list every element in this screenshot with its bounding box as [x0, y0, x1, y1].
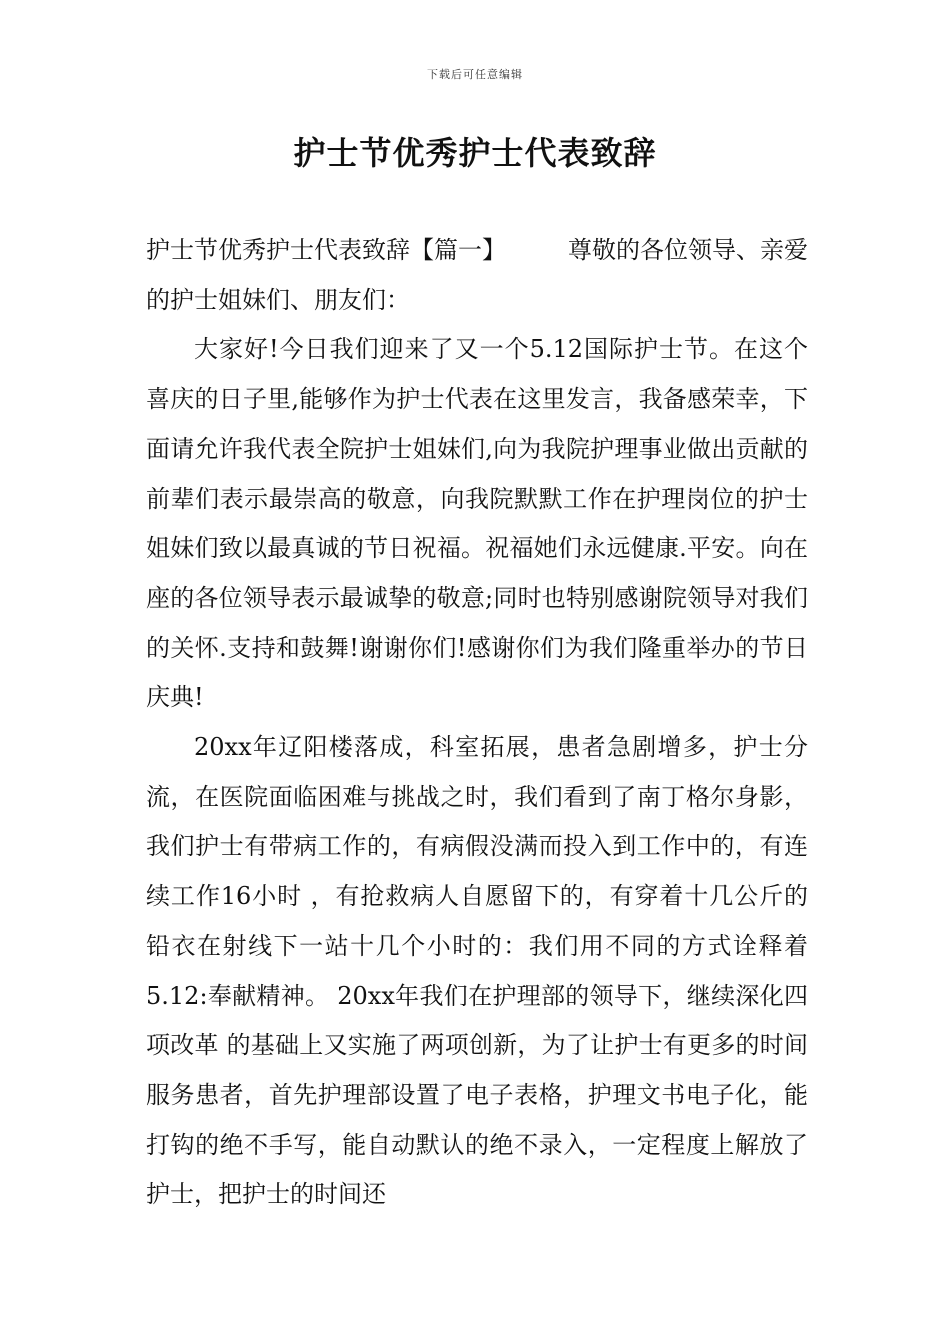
- document-title: 护士节优秀护士代表致辞: [293, 134, 657, 172]
- intro-paragraph: [146, 226, 808, 325]
- greeting: 尊敬的各位领导、亲爱的护士姐妹们、朋友们：: [146, 236, 808, 314]
- document-body: [146, 226, 808, 1220]
- header-note: 下载后可任意编辑: [427, 68, 523, 81]
- paragraph-1: 大家好!今日我们迎来了又一个5.12国际护士节。在这个喜庆的日子里,能够作为护士代表在这里发言，我备感荣幸，下面请允许我代表全院护士姐妹们,向为我院护理事业做出贡献的前辈们表示最崇高的敬意，向我院默默工作在护理岗位的护士姐妹们致以最真诚的节日祝福。祝福她们永远健康.平安。向在座的各位领导表示最诚挚的敬意;同时也特别感谢院领导对我们的关怀.支持和鼓舞!谢谢你们!感谢你们为我们隆重举办的节日庆典!: [146, 335, 808, 712]
- paragraph-2: 20xx年辽阳楼落成，科室拓展，患者急剧增多，护士分流，在医院面临困难与挑战之时，我们看到了南丁格尔身影，我们护士有带病工作的，有病假没满而投入到工作中的，有连续工作16小时 ，有抢救病人自愿留下的，有穿着十几公斤的铅衣在射线下一站十几个小时的：我们用不同的方式诠释着5.12:奉献精神。 20xx年我们在护理部的领导下，继续深化四项改革 的基础上又实施了两项创新，为了让护士有更多的时间服务患者，首先护理部设置了电子表格，护理文书电子化，能打钩的绝不手写，能自动默认的绝不录入，一定程度上解放了护士，把护士的时间还: [146, 733, 808, 1209]
- section-label: 护士节优秀护士代表致辞【篇一】: [146, 236, 506, 264]
